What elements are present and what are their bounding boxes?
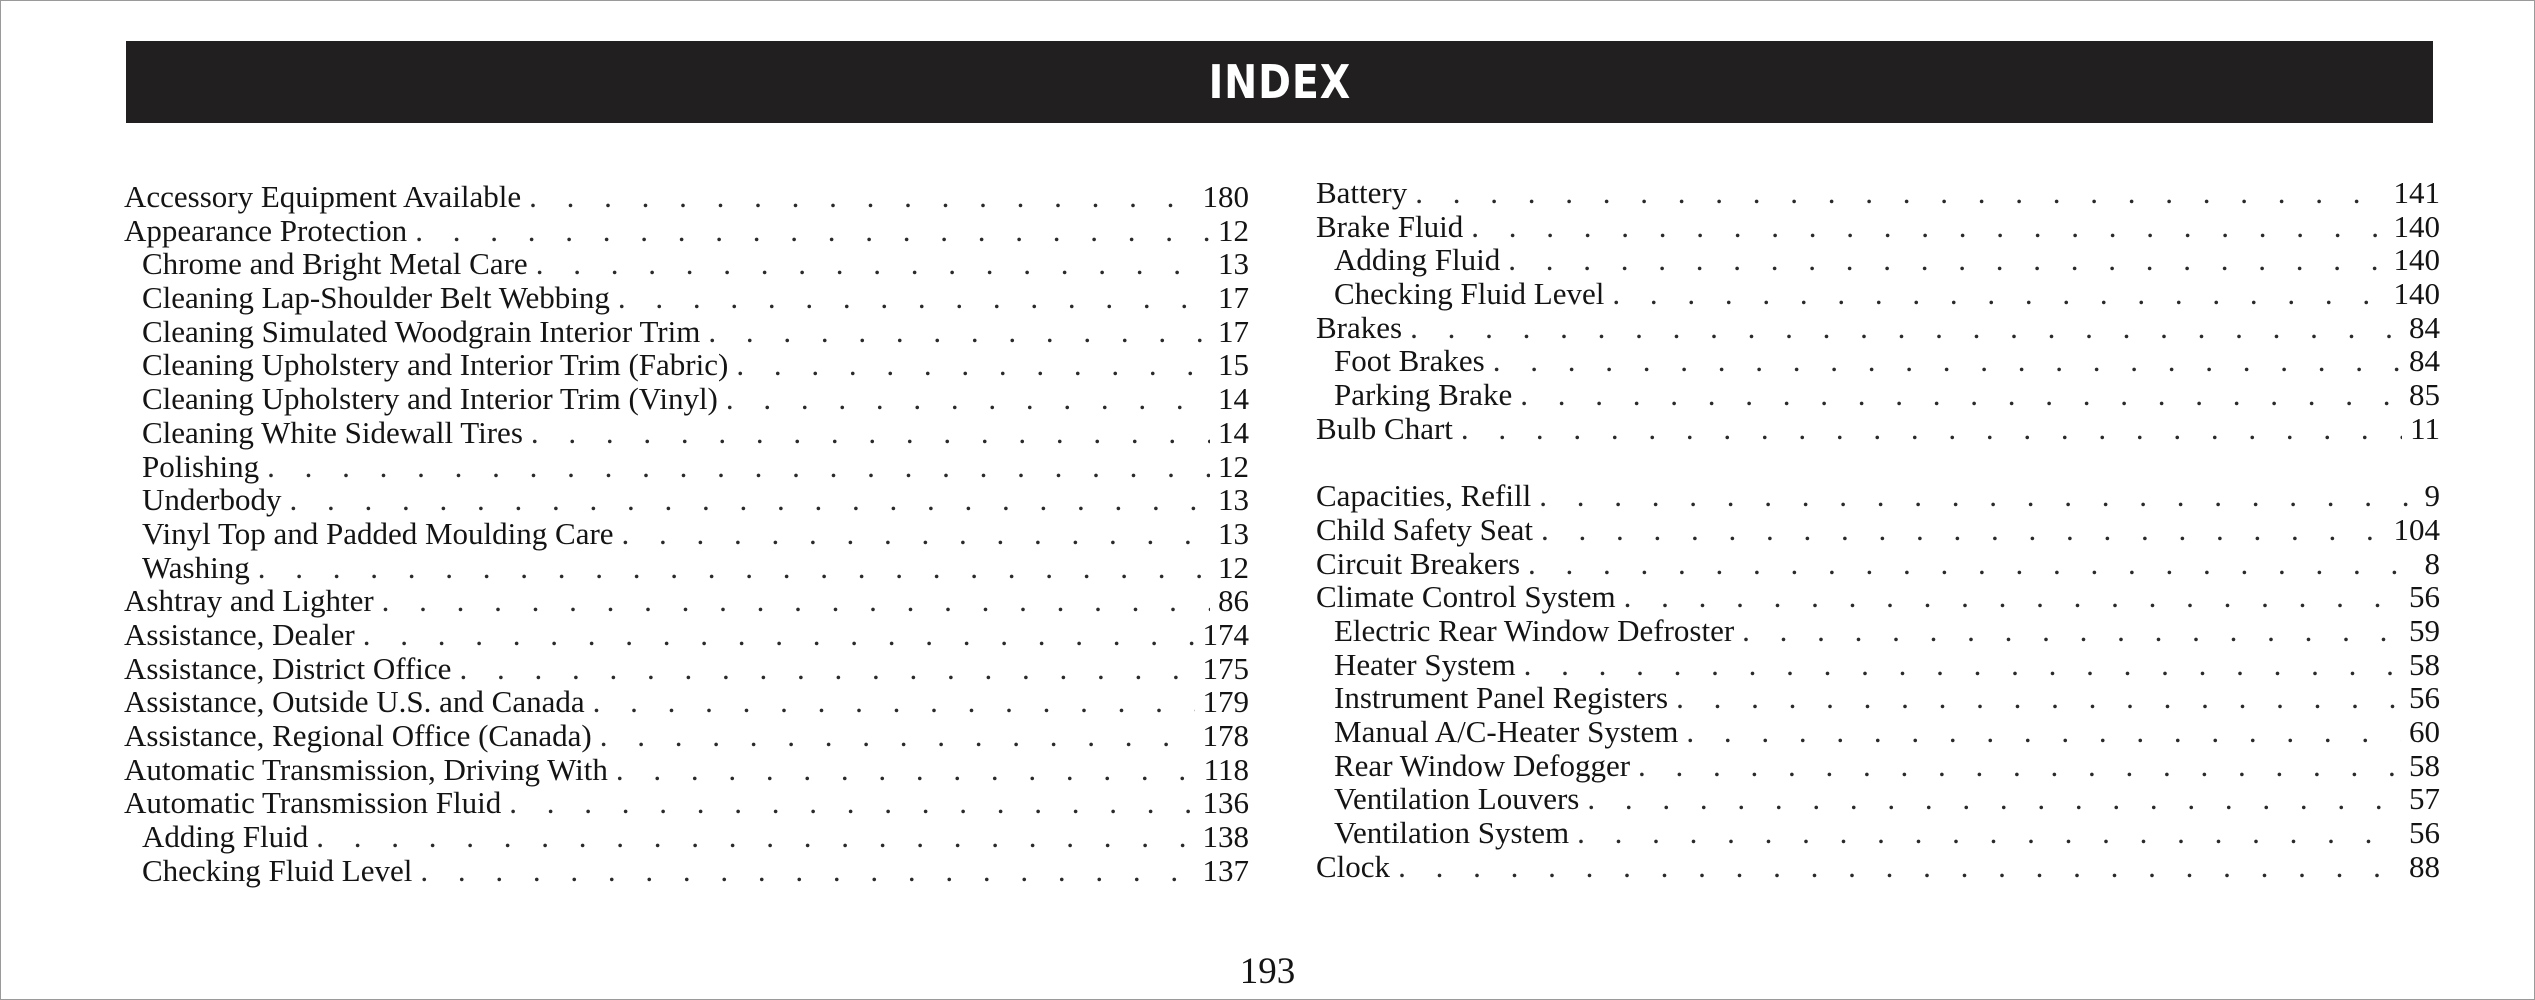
index-subentry [1316,782,2440,816]
entry-label: Adding Fluid [1334,242,1501,278]
entry-page-number: 104 [2393,511,2440,547]
dot-leader [1742,614,2401,648]
dot-leader [616,753,1196,787]
entry-label: Ashtray and Lighter [124,583,374,619]
index-subentry [124,551,1249,585]
entry-page-number: 13 [1218,482,1249,518]
entry-page-number: 118 [1203,751,1249,787]
index-entry [1316,479,2440,513]
dot-leader [1508,243,2385,277]
entry-label: Checking Fluid Level [1334,276,1605,312]
index-entry [124,584,1249,618]
entry-label: Checking Fluid Level [142,852,413,888]
index-header-bar [126,41,2433,123]
entry-page-number: 17 [1218,280,1249,316]
entry-label: Appearance Protection [124,212,408,248]
entry-label: Cleaning Simulated Woodgrain Interior Trim [142,313,701,349]
index-column-right [1316,176,2440,883]
index-subentry [1316,648,2440,682]
index-subentry [124,854,1249,888]
dot-leader [708,315,1210,349]
index-entry [124,214,1249,248]
dot-leader [1410,311,2401,345]
index-entry [1316,513,2440,547]
entry-page-number: 137 [1202,852,1249,888]
index-entry [124,786,1249,820]
entry-page-number: 17 [1218,313,1249,349]
entry-page-number: 59 [2409,612,2440,648]
dot-leader [1471,210,2385,244]
dot-leader [736,348,1210,382]
dot-leader [529,180,1194,214]
index-subentry [1316,378,2440,412]
dot-leader [1528,547,2416,581]
entry-page-number: 179 [1202,684,1249,720]
index-subentry [124,281,1249,315]
entry-page-number: 13 [1218,515,1249,551]
index-entry [124,652,1249,686]
entry-page-number: 140 [2393,276,2440,312]
entry-label: Cleaning Lap-Shoulder Belt Webbing [142,280,610,316]
index-subentry [124,820,1249,854]
dot-leader [1524,648,2401,682]
dot-leader [1612,277,2385,311]
entry-label: Manual A/C-Heater System [1334,714,1679,749]
entry-label: Heater System [1334,646,1516,682]
entry-label: Ventilation System [1334,815,1570,851]
dot-leader [1415,176,2385,210]
dot-leader [1520,378,2401,412]
index-subentry [124,315,1249,349]
entry-page-number: 180 [1202,179,1249,214]
dot-leader [1686,715,2401,749]
entry-label: Ventilation Louvers [1334,781,1580,817]
page-number: 193 [1239,951,1296,992]
index-subentry [124,450,1249,484]
index-entry [1316,210,2440,244]
index-entry [124,180,1249,214]
entry-page-number: 138 [1202,819,1249,855]
index-entry [1316,176,2440,210]
entry-label: Cleaning Upholstery and Interior Trim (Vinyl) [142,381,718,417]
entry-label: Parking Brake [1334,377,1513,413]
dot-leader [1541,513,2386,547]
dot-leader [618,281,1210,315]
entry-label: Rear Window Defogger [1334,747,1631,783]
index-subentry [1316,681,2440,715]
index-entry [124,685,1249,719]
dot-leader [536,247,1210,281]
index-subentry [124,483,1249,517]
entry-page-number: 140 [2393,242,2440,278]
entry-page-number: 84 [2409,309,2440,345]
dot-leader [459,652,1194,686]
entry-page-number: 86 [1218,583,1249,619]
index-subentry [124,517,1249,551]
index-entry [124,618,1249,652]
entry-page-number: 9 [2424,478,2440,514]
index-subentry [1316,614,2440,648]
entry-page-number: 14 [1218,381,1249,417]
entry-page-number: 56 [2409,680,2440,716]
entry-page-number: 88 [2409,848,2440,884]
index-subentry [124,382,1249,416]
index-entry [1316,580,2440,614]
index-subentry [1316,277,2440,311]
entry-label: Electric Rear Window Defroster [1334,612,1735,648]
dot-leader [1624,580,2401,614]
dot-leader [363,618,1195,652]
entry-page-number: 58 [2409,646,2440,682]
dot-leader [420,854,1194,888]
entry-page-number: 84 [2409,343,2440,379]
entry-page-number: 85 [2409,377,2440,413]
dot-leader [531,416,1210,450]
entry-label: Clock [1316,848,1391,884]
index-subentry [1316,344,2440,378]
entry-label: Bulb Chart [1316,410,1453,446]
page-title: INDEX [1208,55,1351,109]
index-subentry [124,247,1249,281]
entry-label: Assistance, Regional Office (Canada) [124,718,592,753]
entry-page-number: 178 [1202,718,1249,753]
index-subentry [1316,749,2440,783]
dot-leader [415,214,1210,248]
entry-page-number: 58 [2409,747,2440,783]
entry-page-number: 14 [1218,414,1249,450]
index-entry [124,753,1249,787]
dot-leader [600,719,1195,753]
entry-page-number: 12 [1218,448,1249,484]
entry-page-number: 136 [1202,785,1249,821]
entry-page-number: 174 [1202,616,1249,652]
entry-page-number: 175 [1202,650,1249,686]
entry-page-number: 12 [1218,212,1249,248]
entry-page-number: 8 [2424,545,2440,581]
entry-label: Child Safety Seat [1316,511,1533,547]
entry-label: Underbody [142,482,282,518]
index-entry [1316,850,2440,884]
entry-label: Assistance, Outside U.S. and Canada [124,684,585,720]
entry-page-number: 140 [2393,208,2440,244]
entry-page-number: 11 [2410,410,2440,446]
entry-label: Chrome and Bright Metal Care [142,246,528,282]
dot-leader [1398,850,2401,884]
dot-leader [258,551,1210,585]
dot-leader [622,517,1210,551]
entry-label: Adding Fluid [142,819,309,855]
index-subentry [1316,243,2440,277]
index-subentry [124,416,1249,450]
entry-label: Cleaning Upholstery and Interior Trim (Fabric) [142,347,729,383]
entry-label: Capacities, Refill [1316,478,1532,514]
entry-label: Automatic Transmission, Driving With [124,751,608,787]
dot-leader [382,584,1210,618]
entry-label: Automatic Transmission Fluid [124,785,502,821]
index-entry [1316,547,2440,581]
index-spacer [1316,446,2440,480]
dot-leader [1461,412,2402,446]
entry-label: Instrument Panel Registers [1334,680,1669,716]
dot-leader [289,483,1210,517]
dot-leader [593,685,1195,719]
index-subentry [1316,715,2440,749]
dot-leader [1676,681,2401,715]
dot-leader [267,450,1210,484]
entry-page-number: 56 [2409,815,2440,851]
index-column-left [124,180,1249,887]
entry-label: Cleaning White Sidewall Tires [142,414,523,450]
index-subentry [124,348,1249,382]
dot-leader [1539,479,2416,513]
index-entry [1316,311,2440,345]
entry-page-number: 57 [2409,781,2440,817]
entry-page-number: 141 [2393,175,2440,210]
entry-page-number: 56 [2409,579,2440,615]
dot-leader [726,382,1210,416]
entry-label: Vinyl Top and Padded Moulding Care [142,515,614,551]
entry-label: Battery [1316,175,1408,210]
dot-leader [316,820,1194,854]
entry-label: Brake Fluid [1316,208,1464,244]
dot-leader [1587,782,2401,816]
entry-page-number: 12 [1218,549,1249,585]
entry-label: Assistance, District Office [124,650,452,686]
entry-label: Foot Brakes [1334,343,1485,379]
index-subentry [1316,816,2440,850]
entry-label: Accessory Equipment Available [124,179,522,214]
entry-page-number: 60 [2409,714,2440,749]
entry-label: Circuit Breakers [1316,545,1521,581]
entry-label: Climate Control System [1316,579,1616,615]
index-entry [124,719,1249,753]
dot-leader [509,786,1194,820]
entry-label: Assistance, Dealer [124,616,355,652]
entry-page-number: 13 [1218,246,1249,282]
dot-leader [1638,749,2401,783]
entry-label: Washing [142,549,250,585]
entry-label: Polishing [142,448,260,484]
entry-label: Brakes [1316,309,1403,345]
dot-leader [1577,816,2401,850]
entry-page-number: 15 [1218,347,1249,383]
index-entry [1316,412,2440,446]
dot-leader [1493,344,2401,378]
